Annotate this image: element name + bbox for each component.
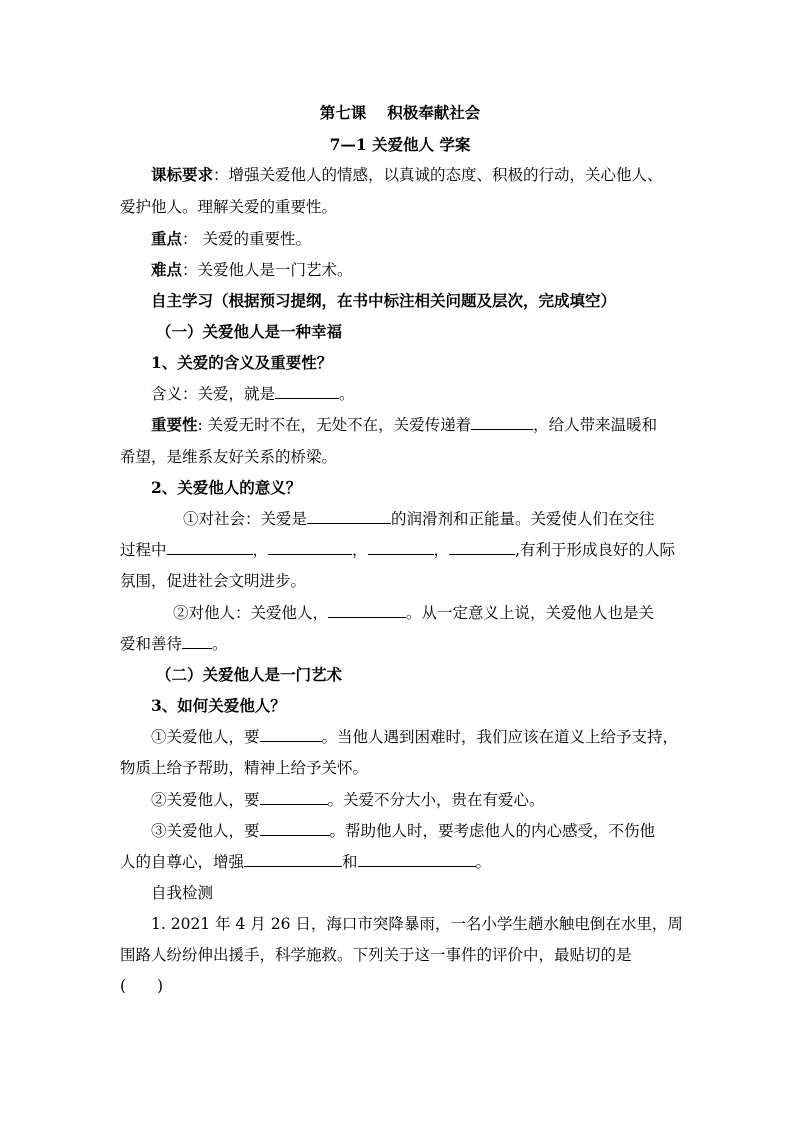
importance-line-1 — [120, 415, 680, 435]
how3-text-5: 。 — [475, 853, 492, 871]
key-text: ： 关爱的重要性。 — [182, 230, 311, 248]
self-check-heading — [120, 883, 680, 903]
lesson-title: 第七课 积极奉献社会 — [319, 103, 481, 122]
others-text-3: 爱和善待 — [120, 635, 183, 653]
importance-line-2: 希望，是维系友好关系的桥梁。 — [120, 448, 338, 466]
society-text-1: ①对社会：关爱是 — [183, 510, 308, 528]
difficulty-text: ：关爱他人是一门艺术。 — [182, 261, 353, 279]
section2-text: （二）关爱他人是一门艺术 — [156, 665, 343, 684]
exercise-1-answer-bracket[interactable]: ( ) — [120, 977, 164, 995]
how3-text-4: 和 — [342, 853, 358, 871]
question-3-text: 3、如何关爱他人？ — [151, 696, 286, 715]
exercise-1-text-1: 1. 2021 年 4 月 26 日，海口市突降暴雨，一名小学生趟水触电倒在水里，周 — [151, 915, 683, 933]
importance-label: 重要性 — [151, 415, 198, 434]
others-blank-1[interactable] — [328, 603, 406, 618]
section1-text: （一）关爱他人是一种幸福 — [156, 322, 343, 341]
question-3 — [120, 696, 680, 716]
society-line-2 — [120, 540, 680, 560]
section2-heading — [120, 665, 680, 685]
importance-text-2: ，给人带来温暖和 — [533, 416, 658, 434]
how1-line-1 — [120, 727, 680, 747]
society-blank-5[interactable] — [449, 540, 515, 555]
question-1-text: 1、关爱的含义及重要性？ — [151, 353, 333, 372]
standard-line-2: 爱护他人。理解关爱的重要性。 — [120, 198, 338, 216]
others-line-2 — [120, 634, 680, 654]
how3-line-2 — [120, 852, 680, 872]
how3-blank-2[interactable] — [244, 852, 342, 867]
question-1 — [120, 353, 680, 373]
how3-line-1 — [120, 821, 680, 841]
self-study-text: 自主学习（根据预习提纲，在书中标注相关问题及层次，完成填空） — [151, 291, 617, 310]
society-comma-1: ， — [252, 541, 269, 559]
how3-blank-3[interactable] — [358, 852, 476, 867]
meaning-blank[interactable] — [275, 384, 339, 399]
standard-label: 课标要求 — [151, 165, 214, 184]
society-text-2: 的润滑剂和正能量。关爱使人们在交往 — [391, 510, 655, 528]
question-2 — [120, 478, 680, 498]
how3-text-3: 人的自尊心，增强 — [120, 853, 245, 871]
how1-line-2: 物质上给予帮助，精神上给予关怀。 — [120, 759, 369, 777]
difficulty-label: 难点 — [151, 260, 183, 279]
section1-heading — [120, 322, 680, 342]
question-2-text: 2、关爱他人的意义？ — [151, 478, 302, 497]
how1-text-1: ①关爱他人，要 — [151, 728, 260, 746]
standard-text-1: ：增强关爱他人的情感，以真诚的态度、积极的行动，关心他人、 — [213, 166, 663, 184]
society-line-1 — [120, 509, 680, 529]
self-study-heading — [120, 291, 680, 311]
standard-line-1 — [120, 165, 680, 185]
society-text-3: 过程中 — [120, 541, 167, 559]
difficulty-line — [120, 260, 680, 280]
how3-blank-1[interactable] — [260, 821, 330, 836]
key-label: 重点 — [151, 229, 183, 248]
importance-text-1: : 关爱无时不在，无处不在，关爱传递着 — [197, 416, 472, 434]
others-text-1: ②对他人：关爱他人， — [173, 604, 329, 622]
exercise-1-line-2: 围路人纷纷伸出援手，科学施救。下列关于这一事件的评价中，最贴切的是 — [120, 946, 632, 964]
society-blank-2[interactable] — [167, 540, 253, 555]
meaning-text-2: 。 — [339, 385, 355, 403]
how3-text-1: ③关爱他人，要 — [151, 822, 260, 840]
society-comma-3: ， — [433, 541, 450, 559]
meaning-line — [120, 384, 680, 404]
others-blank-2[interactable] — [182, 634, 212, 649]
how2-text-1: ②关爱他人，要 — [151, 791, 260, 809]
how3-text-2: 。帮助他人时，要考虑他人的内心感受，不伤他 — [329, 822, 656, 840]
exercise-1-line-1 — [120, 914, 683, 934]
how1-blank[interactable] — [260, 727, 322, 742]
key-line — [120, 229, 680, 249]
how2-line — [120, 790, 680, 810]
how2-text-2: 。关爱不分大小，贵在有爱心。 — [327, 791, 545, 809]
self-check-text: 自我检测 — [151, 884, 214, 902]
others-line-1 — [120, 603, 680, 623]
society-blank-3[interactable] — [268, 540, 352, 555]
how2-blank[interactable] — [260, 790, 328, 805]
others-text-2: 。从一定意义上说，关爱他人也是关 — [406, 604, 655, 622]
society-blank-1[interactable] — [307, 509, 391, 524]
subtitle: 7—1 关爱他人 学案 — [329, 135, 471, 154]
society-line-3: 氛围，促进社会文明进步。 — [120, 572, 307, 590]
how1-text-2: 。当他人遇到困难时，我们应该在道义上给予支持， — [321, 728, 679, 746]
society-blank-4[interactable] — [368, 540, 434, 555]
importance-blank[interactable] — [471, 415, 533, 430]
society-text-4: ,有利于形成良好的人际 — [515, 541, 675, 559]
society-comma-2: ， — [352, 541, 368, 559]
meaning-text-1: 含义：关爱，就是 — [151, 385, 276, 403]
others-text-4: 。 — [212, 635, 228, 653]
